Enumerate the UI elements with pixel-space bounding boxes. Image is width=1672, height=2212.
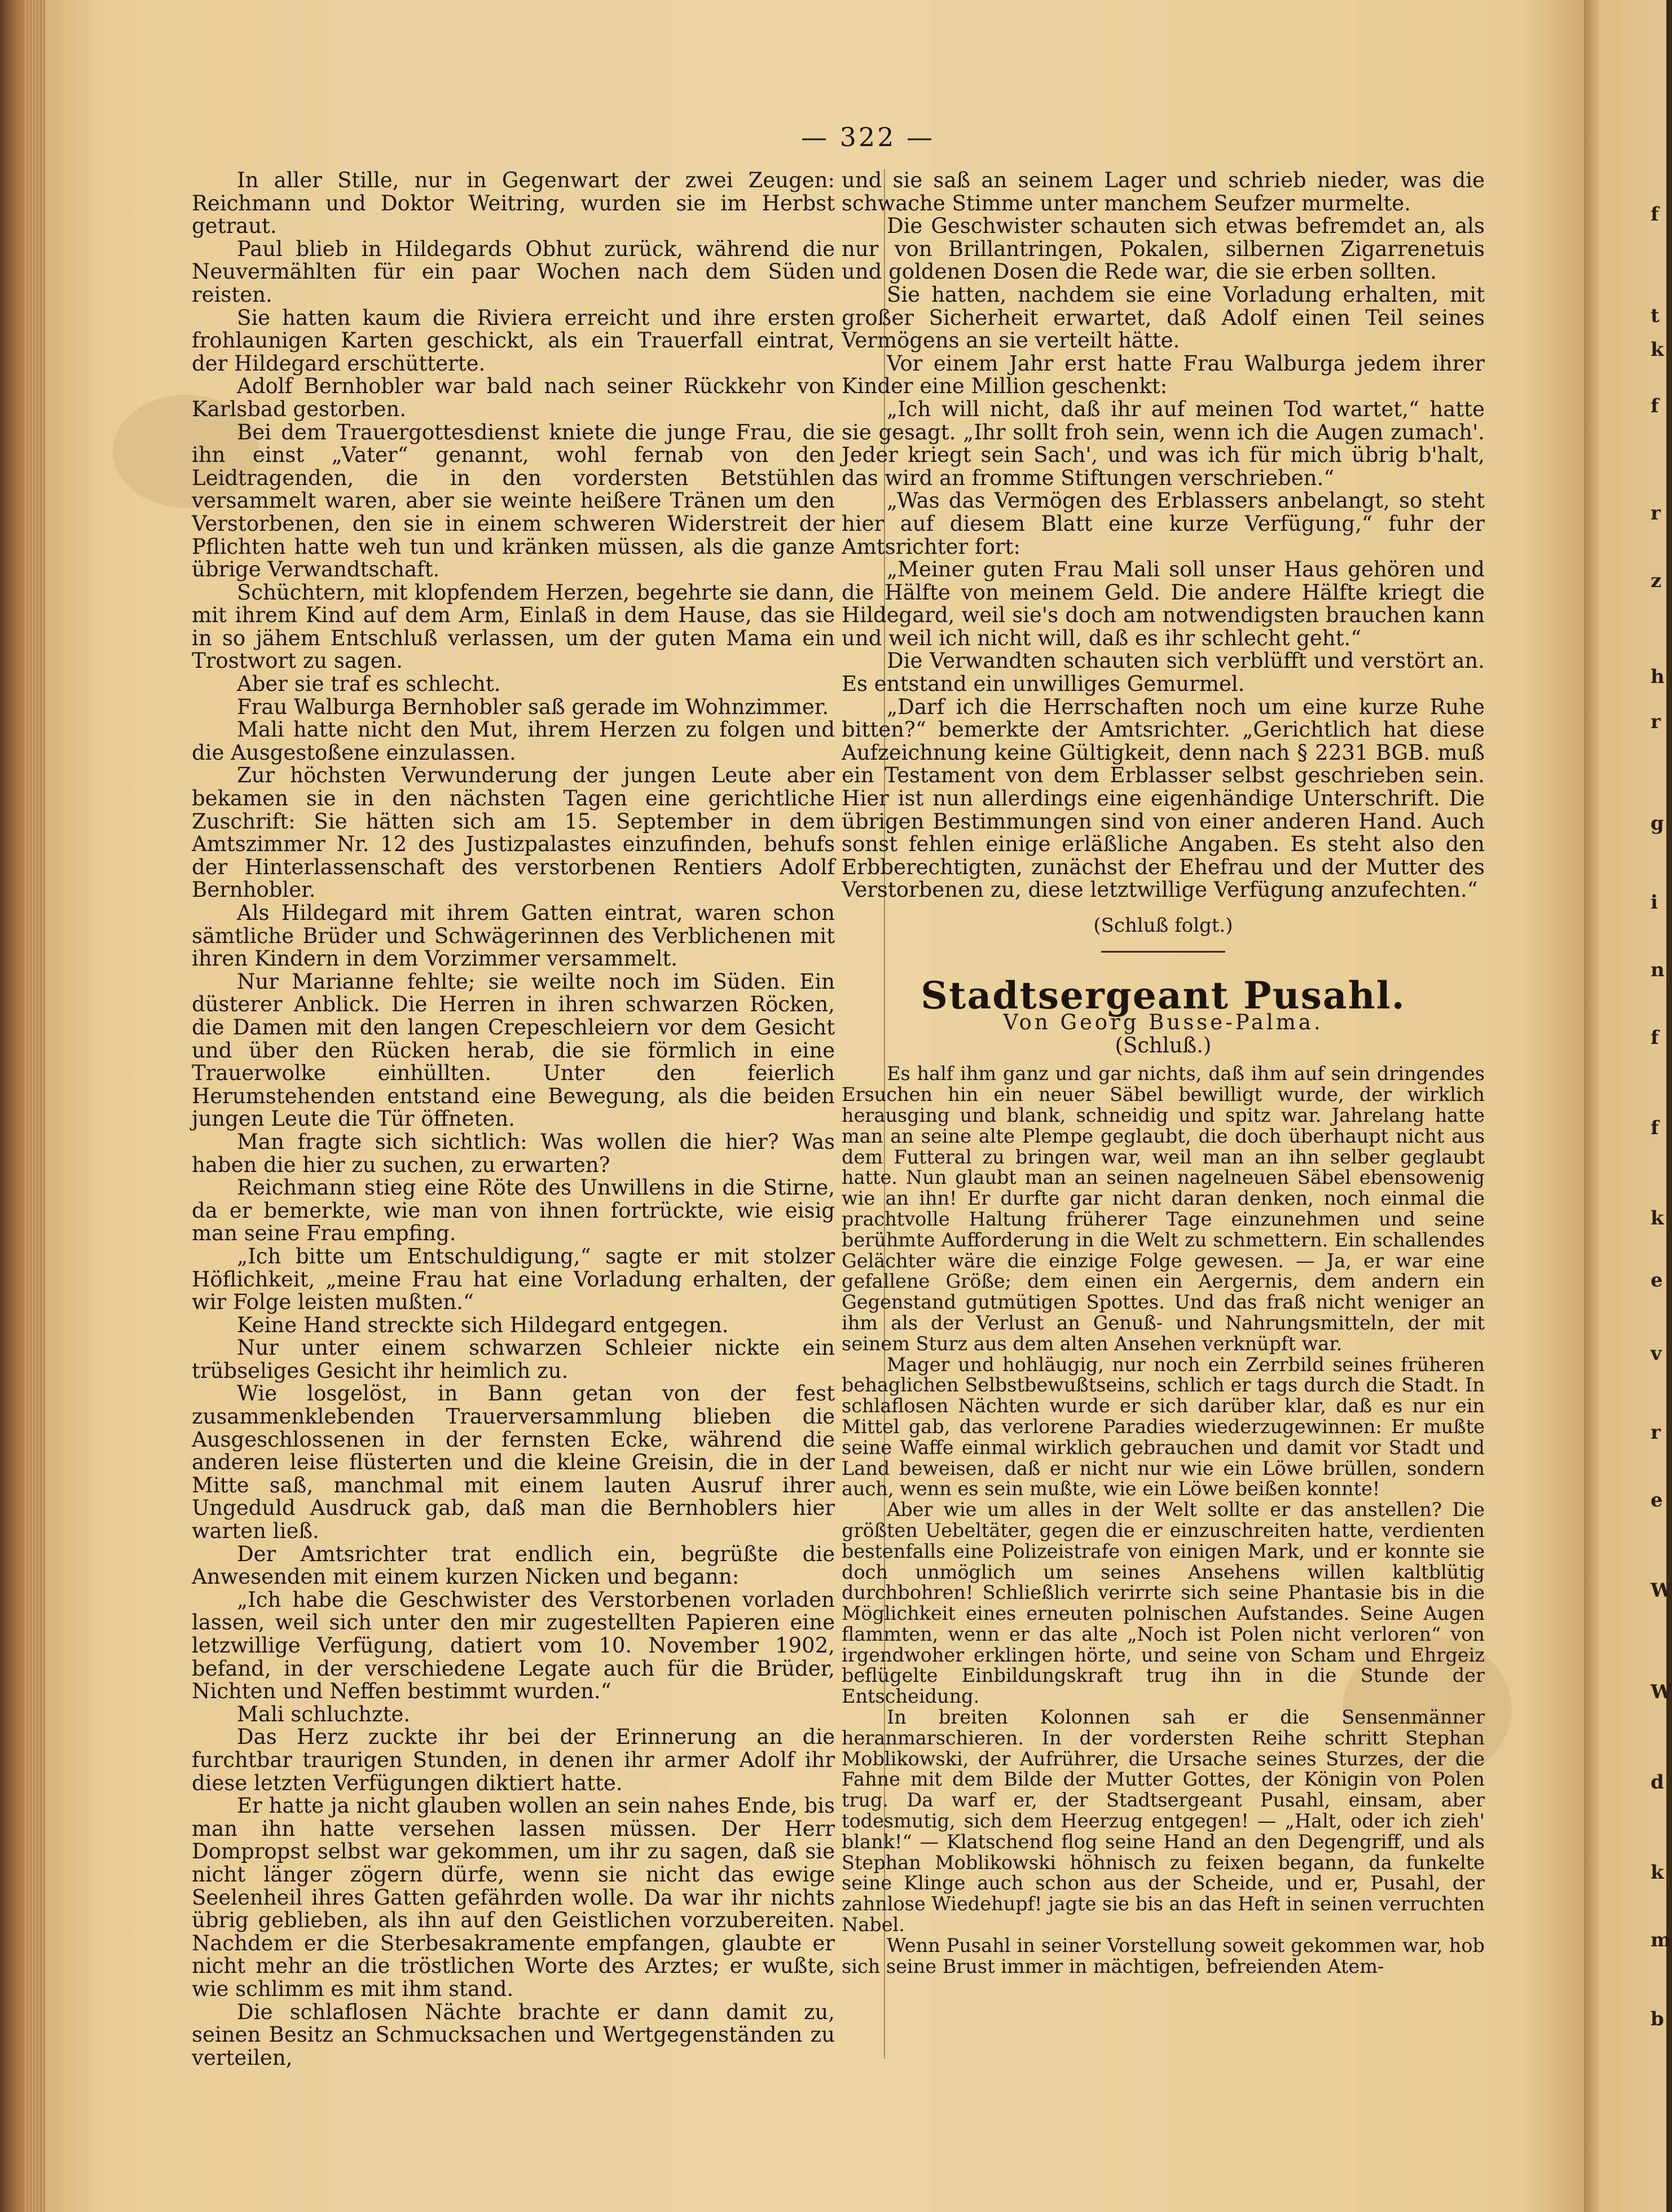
paragraph: „Darf ich die Herrschaften noch um eine kurze Ruhe bitten?“ bemerkte der Amtsrichter. „Gerichtlich hat diese Aufzeichnung keine Gültigkeit, denn nach § 2231 BGB. muß ein Testament von dem Erblasser selbst geschrieben sein. Hier ist nun allerdings eine eigenhändige Unterschrift. Die übrigen Bestimmungen sind von einer anderen Hand. Auch sonst fehlen einige erläßliche Angaben. Es steht also den Erbberechtigten, zunächst der Ehefrau und der Mutter des Verstorbenen zu, diese letztwillige Verfügung anzufechten.“ <box>842 694 1485 902</box>
paragraph: Bei dem Trauergottesdienst kniete die junge Frau, die ihn einst „Vater“ genannt, wohl fernab von den Leidtragenden, die in den vordersten Betstühlen versammelt waren, aber sie weinte heißere Tränen um den Verstorbenen, den sie in einem schweren Widerstreit der Pflichten hatte weh tun und kränken müssen, als die ganze übrige Verwandtschaft. <box>192 420 835 582</box>
paragraph: Wenn Pusahl in seiner Vorstellung soweit gekommen war, hob sich seine Brust immer in mächtigen, befreienden Atem- <box>842 1934 1485 1977</box>
paragraph: Sie hatten kaum die Riviera erreicht und ihre ersten frohlaunigen Karten geschickt, als ein Trauerfall eintrat, der Hildegard erschütterte. <box>192 305 835 376</box>
text-fragment: r <box>1651 711 1661 733</box>
article-body <box>842 1064 1485 1977</box>
paragraph: Die schlaflosen Nächte brachte er dann damit zu, seinen Besitz an Schmucksachen und Wertgegenständen zu verteilen, <box>192 1999 835 2070</box>
text-fragment: k <box>1651 338 1664 361</box>
text-fragment: z <box>1651 570 1662 592</box>
book-binding <box>0 0 25 2212</box>
paragraph: „Ich habe die Geschwister des Verstorbenen vorladen lassen, weil sich unter den mir zugestellten Papieren eine letzwillige Verfügung, datiert vom 10. November 1902, befand, in der verschiedene Legate auch für die Brüder, Nichten und Neffen bestimmt wurden.“ <box>192 1587 835 1704</box>
paragraph: Reichmann stieg eine Röte des Unwillens in die Stirne, da er bemerkte, wie man von ihnen fortrückte, wie eisig man seine Frau empfing. <box>192 1175 835 1246</box>
paragraph: Mali hatte nicht den Mut, ihrem Herzen zu folgen und die Ausgestoßene einzulassen. <box>192 717 835 765</box>
paragraph: „Meiner guten Frau Mali soll unser Haus gehören und die Hälfte von meinem Geld. Die andere Hälfte kriegt die Hildegard, weil sie's doch am notwendigsten brauchen kann und weil ich nicht will, daß es ihr schlecht geht.“ <box>842 557 1485 650</box>
article-byline: Von Georg Busse-Palma. <box>1003 1010 1323 1035</box>
paragraph: Das Herz zuckte ihr bei der Erinnerung an die furchtbar traurigen Stunden, in denen ihr armer Adolf ihr diese letzten Verfügungen diktiert hatte. <box>192 1725 835 1795</box>
paragraph: Der Amtsrichter trat endlich ein, begrüßte die Anwesenden mit einem kurzen Nicken und begann: <box>192 1541 835 1589</box>
paragraph: und sie saß an seinem Lager und schrieb nieder, was die schwache Stimme unter manchem Seufzer murmelte. <box>842 168 1485 215</box>
text-fragment: t <box>1651 305 1660 327</box>
article-part-note: (Schluß.) <box>1115 1033 1212 1057</box>
text-fragment: f <box>1651 1117 1659 1139</box>
text-fragment: k <box>1651 1861 1664 1884</box>
paragraph: In aller Stille, nur in Gegenwart der zwei Zeugen: Reichmann und Doktor Weitring, wurden sie im Herbst getraut. <box>192 168 835 239</box>
text-fragment: e <box>1651 1269 1663 1292</box>
continued-note: (Schluß folgt.) <box>1093 914 1233 937</box>
text-fragment: b <box>1651 2008 1664 2030</box>
paragraph: Es half ihm ganz und gar nichts, daß ihm auf sein dringendes Ersuchen hin ein neuer Säbel bewilligt wurde, der wirklich herausging und blank, schneidig und spitz war. Jahrelang hatte man an seine alte Plempe geglaubt, die doch überhaupt nicht aus dem Futteral zu bringen war, weil man an ihn selber geglaubt hatte. Nun glaubt man an seinen nagelneuen Säbel ebensowenig wie an ihn! Er durfte gar nicht daran denken, noch einmal die prachtvolle Haltung früherer Tage einzunehmen und seine berühmte Aufforderung in die Welt zu schmettern. Ein schallendes Gelächter wäre die einzige Folge gewesen. — Ja, er war eine gefallene Größe; dem einen ein Aergernis, dem andern ein Gegenstand gutmütigen Spottes. Und das fraß nicht weniger an ihm als der Verlust an Genuß- und Nahrungsmitteln, der mit seinem Sturz aus dem alten Ansehen verknüpft war. <box>842 1063 1485 1355</box>
article-title: Stadtsergeant Pusahl. <box>921 973 1406 1017</box>
paragraph: In breiten Kolonnen sah er die Sensenmänner heranmarschieren. In der vordersten Reihe schritt Stephan Moblikowski, der Aufrührer, die Ursache seines Sturzes, der die Fahne mit dem Bilde der Mutter Gottes, der Königin von Polen trug. Da warf er, der Stadtsergeant Pusahl, einsam, aber todesmutig, sich dem Heerzug entgegen! — „Halt, oder ich zieh' blank!“ — Klatschend flog seine Hand an den Degengriff, und als Stephan Moblikowski höhnisch zu feixen begann, da funkelte seine Klinge auch schon aus der Scheide, und er, Pusahl, der zahnlose Wiedehupf! jagte sie bis an das Heft in seinen verruchten Nabel. <box>842 1706 1485 1936</box>
text-fragment: f <box>1651 1026 1659 1049</box>
paragraph: Frau Walburga Bernhobler saß gerade im Wohnzimmer. <box>237 694 829 719</box>
paragraph: Sie hatten, nachdem sie eine Vorladung erhalten, mit großer Sicherheit erwartet, daß Adolf einen Teil seines Vermögens an sie verteilt hätte. <box>842 282 1485 353</box>
paragraph: Aber wie um alles in der Welt sollte er das anstellen? Die größten Uebeltäter, gegen die er einzuschreiten hatte, verdienten bestenfalls eine Polizeistrafe von einigen Mark, und er konnte sie doch unmöglich um seines Ansehens willen kaltblütig durchbohren! Schließlich verirrte sich seine Phantasie bis in die Möglichkeit eines erneuten polnischen Aufstandes. Seine Augen flammten, wenn er das alte „Noch ist Polen nicht verloren“ von irgendwoher erklingen hörte, und seine von Scham und Ehrgeiz beflügelte Einbildungskraft trug ihn in die Stunde der Entscheidung. <box>842 1499 1485 1708</box>
paragraph: Aber sie traf es schlecht. <box>237 672 501 697</box>
page-stack-edge <box>25 0 45 2212</box>
paragraph: Er hatte ja nicht glauben wollen an sein nahes Ende, bis man ihn hatte versehen lassen müssen. Der Herr Dompropst selbst war gekommen, um ihr zu sagen, daß sie nicht länger zögern dürfe, wenn sie nicht das ewige Seelenheil ihres Gatten gefährden wolle. Da war ihr nichts übrig geblieben, als ihn auf den Geistlichen vorzubereiten. Nachdem er die Sterbesakramente empfangen, glaubte er nicht mehr an die tröstlichen Worte des Arztes; er wußte, wie schlimm es mit ihm stand. <box>192 1794 835 2001</box>
paragraph: Nur Marianne fehlte; sie weilte noch im Süden. Ein düsterer Anblick. Die Herren in ihren schwarzen Röcken, die Damen mit den langen Crepeschleiern vor dem Gesicht und über den Rücken herab, die sie förmlich in eine Trauerwolke einhüllten. Unter den feierlich Herumstehenden entstand eine Bewegung, als die beiden jungen Leute die Tür öffneten. <box>192 969 835 1131</box>
text-fragment: v <box>1651 1342 1662 1365</box>
paragraph: Mali schluchzte. <box>237 1702 411 1726</box>
paragraph: Wie losgelöst, in Bann getan von der fest zusammenklebenden Trauerversammlung blieben die Ausgeschlossenen in der fernsten Ecke, während die anderen leise flüsterten und die kleine Greisin, die in der Mitte saß, manchmal mit einem lauten Ausruf ihrer Ungeduld Ausdruck gab, daß man die Bernhoblers hier warten ließ. <box>192 1381 835 1544</box>
paragraph: Nur unter einem schwarzen Schleier nickte ein trübseliges Gesicht ihr heimlich zu. <box>192 1336 835 1383</box>
text-fragment: f <box>1651 203 1659 226</box>
text-fragment: h <box>1651 666 1665 688</box>
paragraph: Paul blieb in Hildegards Obhut zurück, während die Neuvermählten für ein paar Wochen nach dem Süden reisten. <box>192 236 835 307</box>
text-fragment: f <box>1651 395 1659 417</box>
text-fragment: W <box>1651 1681 1672 1703</box>
text-fragment: e <box>1651 1489 1663 1512</box>
left-column <box>192 169 835 2069</box>
newspaper-page <box>45 0 1584 2212</box>
text-fragment: g <box>1651 812 1664 835</box>
text-fragment: d <box>1651 1771 1664 1794</box>
text-fragment: r <box>1651 502 1661 525</box>
paragraph: Schüchtern, mit klopfendem Herzen, begehrte sie dann, mit ihrem Kind auf dem Arm, Einlaß in dem Hause, das sie in so jähem Entschluß verlassen, um der guten Mama ein Trostwort zu sagen. <box>192 580 835 673</box>
text-fragment: m <box>1651 1929 1671 1951</box>
section-divider <box>1101 951 1225 953</box>
paragraph: „Ich bitte um Entschuldigung,“ sagte er mit stolzer Höflichkeit, „meine Frau hat eine Vorladung erhalten, der wir Folge leisten mußten.“ <box>192 1244 835 1315</box>
text-fragment: n <box>1651 959 1665 981</box>
paragraph: Die Verwandten schauten sich verblüfft und verstört an. Es entstand ein unwilliges Gemurmel. <box>842 649 1485 697</box>
paragraph: Die Geschwister schauten sich etwas befremdet an, als nur von Brillantringen, Pokalen, silbernen Zigarrenetuis und goldenen Dosen die Rede war, die sie erben sollten. <box>842 214 1485 284</box>
right-column <box>842 169 1485 1977</box>
text-fragment: W <box>1651 1579 1672 1602</box>
paragraph: Adolf Bernhobler war bald nach seiner Rückkehr von Karlsbad gestorben. <box>192 374 835 421</box>
paragraph: Keine Hand streckte sich Hildegard entgegen. <box>237 1312 729 1337</box>
text-fragment: i <box>1651 891 1658 914</box>
page-number: — 322 — <box>801 122 935 152</box>
paragraph: Man fragte sich sichtlich: Was wollen die hier? Was haben die hier zu suchen, zu erwarten? <box>192 1129 835 1177</box>
paragraph: „Ich will nicht, daß ihr auf meinen Tod wartet,“ hatte sie gesagt. „Ihr sollt froh sein, wenn ich die Augen zumach'. Jeder kriegt sein Sach', und was ich für mich übrig b'halt, das wird an fromme Stiftungen verschrieben.“ <box>842 396 1485 490</box>
paragraph: Vor einem Jahr erst hatte Frau Walburga jedem ihrer Kinder eine Million geschenkt: <box>842 351 1485 399</box>
text-fragment: k <box>1651 1207 1664 1230</box>
paragraph: Zur höchsten Verwunderung der jungen Leute aber bekamen sie in den nächsten Tagen eine gerichtliche Zuschrift: Sie hätten sich am 15. September in dem Amtszimmer Nr. 12 des Justizpalastes einzufinden, behufs der Hinterlassenschaft des verstorbenen Rentiers Adolf Bernhobler. <box>192 763 835 902</box>
paragraph: „Was das Vermögen des Erblassers anbelangt, so steht hier auf diesem Blatt eine kurze Verfügung,“ fuhr der Amtsrichter fort: <box>842 488 1485 559</box>
text-fragment: r <box>1651 1421 1661 1444</box>
adjacent-page-edge <box>1584 0 1672 2212</box>
paragraph: Mager und hohläugig, nur noch ein Zerrbild seines früheren behaglichen Selbstbewußtseins, schlich er tags durch die Stadt. In schlaflosen Nächten wurde er sich darüber klar, daß es nur ein Mittel gab, das verlorene Paradies wiederzugewinnen: Er mußte seine Waffe einmal wirklich gebrauchen und damit vor Stadt und Land beweisen, daß er nicht nur wie ein Löwe brüllen, sondern auch, wenn es sein mußte, wie ein Löwe beißen konnte! <box>842 1353 1485 1500</box>
paragraph: Als Hildegard mit ihrem Gatten eintrat, waren schon sämtliche Brüder und Schwägerinnen des Verblichenen mit ihren Kindern in dem Vorzimmer versammelt. <box>192 901 835 971</box>
